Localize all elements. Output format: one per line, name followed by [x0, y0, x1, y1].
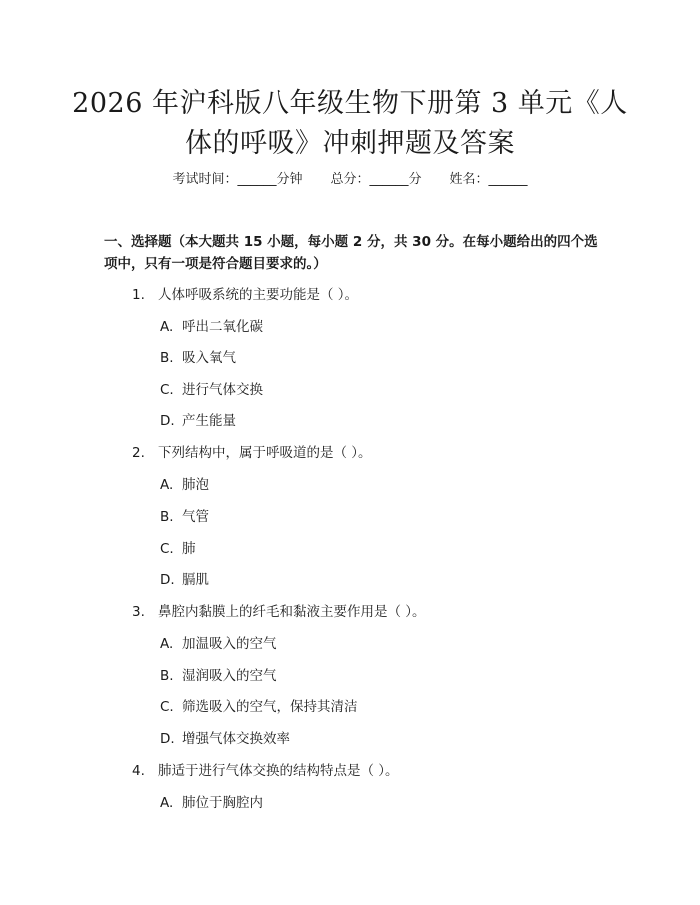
question-4	[132, 759, 399, 779]
option-1b	[160, 346, 236, 366]
option-letter: B.	[160, 668, 174, 684]
option-letter: B.	[160, 350, 174, 366]
title-line-1: 2026 年沪科版八年级生物下册第 3 单元《人	[72, 88, 628, 119]
option-letter: C.	[160, 541, 174, 557]
question-text: 肺适于进行气体交换的结构特点是（ ）。	[158, 763, 399, 779]
exam-time: 考试时间：______分钟	[172, 172, 303, 187]
option-1a	[160, 315, 263, 335]
question-text: 下列结构中，属于呼吸道的是（ ）。	[158, 445, 372, 461]
option-letter: D.	[160, 731, 175, 747]
option-3a	[160, 632, 277, 652]
title-line-2: 体的呼吸》冲刺押题及答案	[185, 128, 515, 159]
student-name: 姓名：______	[449, 172, 528, 187]
option-text: 加温吸入的空气	[182, 636, 277, 652]
option-3b	[160, 664, 277, 684]
option-text: 筛选吸入的空气，保持其清洁	[182, 699, 358, 715]
option-letter: C.	[160, 699, 174, 715]
option-2c	[160, 537, 196, 557]
option-2d	[160, 568, 209, 588]
option-text: 气管	[182, 509, 209, 525]
section-heading	[104, 231, 604, 275]
option-text: 增强气体交换效率	[182, 731, 290, 747]
exam-meta	[0, 168, 700, 187]
question-1	[132, 283, 358, 303]
option-4a	[160, 791, 263, 811]
option-letter: C.	[160, 382, 174, 398]
option-letter: A.	[160, 795, 174, 811]
option-3c	[160, 695, 358, 715]
option-text: 进行气体交换	[182, 382, 263, 398]
exam-score: 总分：______分	[330, 172, 422, 187]
question-number: 3.	[132, 604, 145, 620]
option-2b	[160, 505, 209, 525]
question-text: 鼻腔内黏膜上的纤毛和黏液主要作用是（ ）。	[158, 604, 426, 620]
option-text: 吸入氧气	[182, 350, 236, 366]
option-text: 产生能量	[182, 413, 236, 429]
option-letter: B.	[160, 509, 174, 525]
option-text: 肺泡	[182, 477, 209, 493]
option-letter: A.	[160, 319, 174, 335]
option-2a	[160, 473, 209, 493]
option-letter: A.	[160, 636, 174, 652]
option-3d	[160, 727, 290, 747]
option-text: 呼出二氧化碳	[182, 319, 263, 335]
question-3	[132, 600, 426, 620]
question-2	[132, 441, 372, 461]
question-number: 1.	[132, 287, 145, 303]
option-1c	[160, 378, 263, 398]
option-text: 湿润吸入的空气	[182, 668, 277, 684]
section-heading-line-1: 一、选择题（本大题共 15 小题，每小题 2 分，共 30 分。在每小题给出的四个选	[104, 234, 598, 250]
section-heading-line-2: 项中，只有一项是符合题目要求的。）	[104, 256, 327, 272]
page-title	[60, 84, 640, 164]
option-text: 膈肌	[182, 572, 209, 588]
option-text: 肺位于胸腔内	[182, 795, 263, 811]
option-1d	[160, 409, 236, 429]
option-letter: A.	[160, 477, 174, 493]
option-letter: D.	[160, 572, 175, 588]
option-letter: D.	[160, 413, 175, 429]
question-number: 4.	[132, 763, 145, 779]
question-number: 2.	[132, 445, 145, 461]
option-text: 肺	[182, 541, 196, 557]
question-text: 人体呼吸系统的主要功能是（ ）。	[158, 287, 359, 303]
